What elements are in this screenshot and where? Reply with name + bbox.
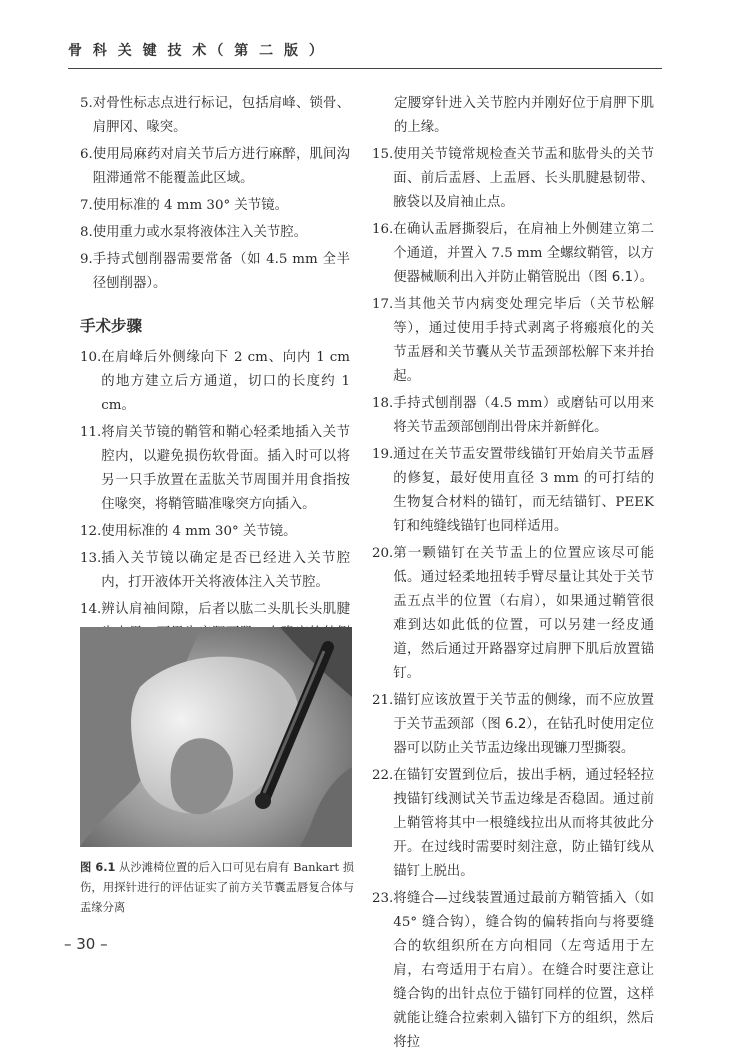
running-header (68, 24, 662, 69)
item-text: 使用标准的 4 mm 30° 关节镜。 (101, 524, 297, 539)
list-item (372, 392, 654, 440)
list-item (80, 520, 350, 544)
arthroscopic-image (80, 627, 352, 847)
item-text-part: ），在钻孔时使用定位器可以防止关节盂边缘出现镰刀型撕裂。 (393, 717, 654, 756)
item-number: 14. (80, 602, 102, 617)
list-item (80, 92, 350, 140)
item-text: 手持式刨削器需要常备（如 4.5 mm 全半径刨削器）。 (92, 252, 350, 291)
list-item (372, 143, 654, 215)
page-number: – 30 – (64, 935, 108, 953)
item-text: 使用重力或水泵将液体注入关节腔。 (92, 225, 308, 240)
item-number: 13. (80, 551, 102, 566)
list-item (372, 443, 654, 539)
item-number: 22. (372, 768, 394, 783)
item-text: 辨认肩袖间隙，后者以肱二头肌长头肌腱 (101, 602, 350, 617)
item-number: 8. (80, 225, 93, 240)
arthroscopy-figure (80, 627, 352, 847)
item-text: 插入关节镜以确定是否已经进入关节腔内，打开液体开关将液体注入关节腔。 (101, 551, 350, 590)
item-number: 18. (372, 396, 394, 411)
list-item (372, 542, 654, 686)
item-number: 19. (372, 447, 394, 462)
list-item (372, 293, 654, 389)
item-text (393, 689, 654, 761)
list-item (372, 764, 654, 884)
right-column (372, 92, 654, 1058)
item-number: 21. (372, 693, 394, 708)
item-text-part: 在确认盂唇撕裂后，在肩袖上外侧建立第二个通道，并置入 7.5 mm 全螺纹鞘管，以方便器械顺利出入并防止鞘管脱出（ (393, 222, 654, 285)
item-number: 12. (80, 524, 102, 539)
item-text: 通过在关节盂安置带线锚钉开始肩关节盂唇的修复，最好使用直径 3 mm 的可打结的生物复合材料的锚钉，而无结锚钉、PEEK 钉和纯缝线锚钉也同样适用。 (393, 447, 654, 534)
item-number: 10. (80, 350, 102, 365)
item-number: 5. (80, 96, 93, 111)
figure-reference: 图 6.2 (487, 717, 527, 732)
item-text: 将缝合—过线装置通过最前方鞘管插入（如 45° 缝合钩），缝合钩的偏转指向与将要缝合的软组织所在方向相同（左弯适用于左肩，右弯适用于右肩）。在缝合时要注意让缝合钩的出针点位于锚钉同样的位置，这样就能让缝合拉索刺入锚钉下方的组织，然后将拉 (393, 891, 654, 1050)
item-number: 16. (372, 222, 394, 237)
item-number: 17. (372, 297, 394, 312)
item-text: 第一颗锚钉在关节盂上的位置应该尽可能低。通过轻柔地扭转手臂尽量让其处于关节盂五点半的位置（右肩），如果通过鞘管很难到达如此低的位置，可以另建一经皮通道，然后通过开路器穿过肩胛下肌后放置锚钉。 (393, 546, 654, 681)
item-text: 对骨性标志点进行标记，包括肩峰、锁骨、肩胛冈、喙突。 (92, 96, 350, 135)
list-item (80, 346, 350, 418)
item-text: 将肩关节镜的鞘管和鞘心轻柔地插入关节腔内，以避免损伤软骨面。插入时可以将另一只手放置在盂肱关节周围并用食指按住喙突，将鞘管瞄准喙突方向插入。 (101, 425, 350, 512)
figure-label: 图 6.1 (80, 861, 116, 874)
list-item (372, 689, 654, 761)
item-number: 7. (80, 198, 93, 213)
item-number: 11. (80, 425, 102, 440)
item-text-part: 锚钉应该放置于关节盂的侧缘，而不应放置于关节盂颈部（ (393, 693, 654, 732)
item-text-part: ）。 (633, 270, 654, 285)
item-number: 23. (372, 891, 394, 906)
item-text: 在肩峰后外侧缘向下 2 cm、向内 1 cm 的地方建立后方通道，切口的长度约 1 cm。 (101, 350, 350, 413)
continued-paragraph: 定腰穿针进入关节腔内并刚好位于肩胛下肌的上缘。 (394, 96, 654, 135)
procedure-list-continued (372, 143, 654, 1055)
item-number: 6. (80, 147, 93, 162)
list-item (80, 143, 350, 191)
list-item (372, 887, 654, 1055)
figure-caption (80, 858, 354, 918)
item-text: 使用关节镜常规检查关节盂和肱骨头的关节面、前后盂唇、上盂唇、长头肌腱悬韧带、腋袋以及肩袖止点。 (393, 147, 654, 210)
item-number: 15. (372, 147, 394, 162)
item-number: 20. (372, 546, 394, 561)
prep-list (80, 92, 350, 296)
item-text: 手持式刨削器（4.5 mm）或磨钻可以用来将关节盂颈部刨削出骨床并新鲜化。 (393, 396, 654, 435)
section-heading: 手术步骤 (80, 317, 143, 335)
list-item (80, 248, 350, 296)
caption-text: 从沙滩椅位置的后入口可见右肩有 Bankart 损伤，用探针进行的评估证实了前方关节囊盂唇复合体与盂缘分离 (80, 861, 354, 914)
book-title: 骨 科 关 键 技 术（ 第 二 版 ） (68, 43, 326, 59)
item-text: 在锚钉安置到位后，拔出手柄，通过轻轻拉拽锚钉线测试关节盂边缘是否稳固。通过前上鞘管将其中一根缝线拉出从而将其彼此分开。在过线时需要时刻注意，防止锚钉线从锚钉上脱出。 (393, 768, 654, 879)
list-item (80, 421, 350, 517)
list-item (372, 218, 654, 290)
item-text (393, 218, 654, 290)
list-item (80, 547, 350, 595)
left-column (80, 92, 350, 697)
figure-reference: 图 6.1 (594, 270, 634, 285)
item-text: 当其他关节内病变处理完毕后（关节松解等），通过使用手持式剥离子将瘢痕化的关节盂唇和关节囊从关节盂颈部松解下来并抬起。 (393, 297, 654, 384)
list-item (80, 221, 350, 245)
item-text: 使用局麻药对肩关节后方进行麻醉，肌间沟阻滞通常不能覆盖此区域。 (92, 147, 350, 186)
item-number: 9. (80, 252, 93, 267)
list-item (80, 194, 350, 218)
item-text: 使用标准的 4 mm 30° 关节镜。 (92, 198, 288, 213)
